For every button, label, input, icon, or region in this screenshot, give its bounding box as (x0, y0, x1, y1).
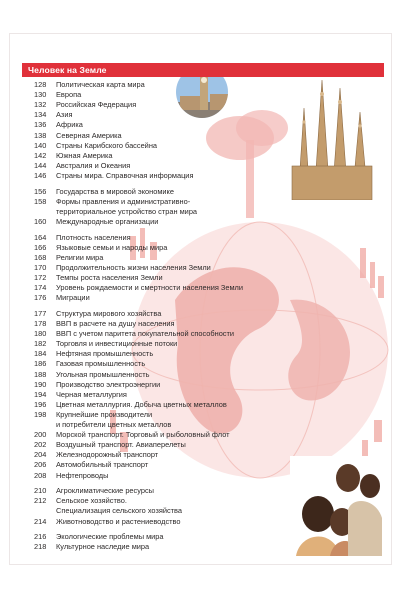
children-photo (290, 456, 388, 556)
toc-page-number: 206 (34, 460, 47, 470)
toc-page-number: 208 (34, 470, 47, 480)
toc-title: Языковые семьи и народы мира (56, 242, 168, 252)
toc-title: Международные организации (56, 216, 159, 226)
toc-page-number: 218 (34, 542, 47, 552)
toc-page-number: 188 (34, 369, 47, 379)
toc-page-number: 128 (34, 80, 47, 89)
toc-title: Железнодорожный транспорт (56, 450, 159, 460)
toc-title: Торговля и инвестиционные потоки (56, 339, 178, 349)
toc-page-number: 130 (34, 90, 47, 100)
toc-page-number: 204 (34, 450, 47, 460)
toc-page-number: 144 (34, 160, 47, 170)
toc-page-number: 194 (34, 389, 47, 399)
toc-page-number: 210 (34, 486, 47, 496)
toc-title: Экологические проблемы мира (56, 532, 164, 542)
toc-title: Австралия и Океания (56, 160, 131, 170)
toc-title: Темпы роста населения Земли (56, 273, 163, 282)
toc-page-number: 160 (34, 216, 47, 226)
toc-title: Животноводство и растениеводство (56, 516, 181, 526)
toc-page-number: 166 (34, 242, 47, 252)
toc-page-number: 138 (34, 130, 47, 140)
toc-title: Нефтяная промышленность (56, 349, 154, 359)
toc-page-number: 198 (34, 409, 47, 419)
toc-page-number: 142 (34, 150, 47, 160)
toc-title: Южная Америка (56, 150, 113, 160)
toc-title: ВВП с учетом паритета покупательной способности (56, 329, 235, 339)
toc-page-number: 146 (34, 170, 47, 180)
toc-title: Нефтепроводы (56, 470, 109, 480)
toc-title: Культурное наследие мира (56, 542, 150, 552)
toc-title: ВВП в расчете на душу населения (56, 319, 175, 328)
toc-title: Европа (56, 90, 82, 100)
section-title: Человек на Земле (28, 65, 107, 75)
toc-title: Миграции (56, 293, 90, 303)
toc-page-number: 164 (34, 232, 47, 242)
toc-title: Продолжительность жизни населения Земли (56, 262, 211, 272)
toc-title: Цветная металлургия. Добыча цветных металлов (56, 399, 227, 409)
toc-page-number: 134 (34, 110, 47, 120)
toc-page-number: 182 (34, 339, 47, 349)
toc-title: Агроклиматические ресурсы (56, 486, 154, 496)
toc-page-number: 184 (34, 349, 47, 359)
toc-page-number: 202 (34, 440, 47, 450)
toc-page-number: 180 (34, 329, 47, 339)
toc-page-number: 176 (34, 293, 47, 303)
toc-title: Газовая промышленность (56, 359, 146, 369)
toc-page-number: 140 (34, 140, 47, 150)
toc-title: Морской транспорт. Торговый и рыболовный флот (56, 430, 230, 440)
toc-page-number: 212 (34, 496, 47, 506)
toc-title: Автомобильный транспорт (56, 460, 149, 470)
toc-page-number: 200 (34, 430, 47, 440)
toc-title: Производство электроэнергии (56, 379, 161, 389)
toc-title: Страны Карибского бассейна (56, 140, 158, 150)
toc-page-number: 190 (34, 379, 47, 389)
toc-title: Северная Америка (56, 130, 122, 140)
toc-page-number: 216 (34, 532, 47, 542)
toc-title: Специализация сельского хозяйства (56, 506, 183, 516)
toc-title: Структура мирового хозяйства (56, 308, 162, 318)
toc-title: Сельское хозяйство. (56, 496, 127, 506)
toc-page-number: 136 (34, 120, 47, 130)
toc-title: и потребители цветных металлов (56, 420, 172, 429)
toc-title: Африка (56, 120, 83, 130)
tree-icon (206, 110, 288, 218)
toc-title: Государства в мировой экономике (56, 186, 174, 196)
toc-title: Угольная промышленность (56, 369, 150, 379)
toc-page-number: 132 (34, 100, 47, 110)
section-header (22, 63, 384, 77)
toc-page-number: 196 (34, 399, 47, 409)
toc-title: Азия (56, 110, 73, 120)
toc-page-number: 158 (34, 196, 47, 206)
toc-page-number: 156 (34, 186, 47, 196)
toc-page-number: 177 (34, 308, 47, 318)
toc-page-number: 186 (34, 359, 47, 369)
toc-page-number: 214 (34, 516, 47, 526)
toc-page-number: 172 (34, 273, 47, 282)
toc-title: Религии мира (56, 252, 104, 262)
toc-title: территориальное устройство стран мира (56, 206, 198, 216)
toc-page-number: 168 (34, 252, 47, 262)
toc-title: Политическая карта мира (56, 80, 145, 89)
toc-title: Уровень рождаемости и смертности населения Земли (56, 283, 243, 293)
toc-title: Страны мира. Справочная информация (56, 170, 194, 180)
toc-page-number: 178 (34, 319, 47, 328)
toc-page-number: 174 (34, 283, 47, 293)
toc-title: Крупнейшие производители (56, 409, 153, 419)
toc-title: Российская Федерация (56, 100, 137, 110)
toc-title: Черная металлургия (56, 389, 127, 399)
toc-page-number: 170 (34, 262, 47, 272)
toc-title: Плотность населения (56, 232, 131, 242)
toc-title: Формы правления и административно- (56, 196, 191, 206)
sagrada-familia-photo (280, 70, 380, 200)
toc-title: Воздушный транспорт. Авиаперелеты (56, 440, 186, 450)
